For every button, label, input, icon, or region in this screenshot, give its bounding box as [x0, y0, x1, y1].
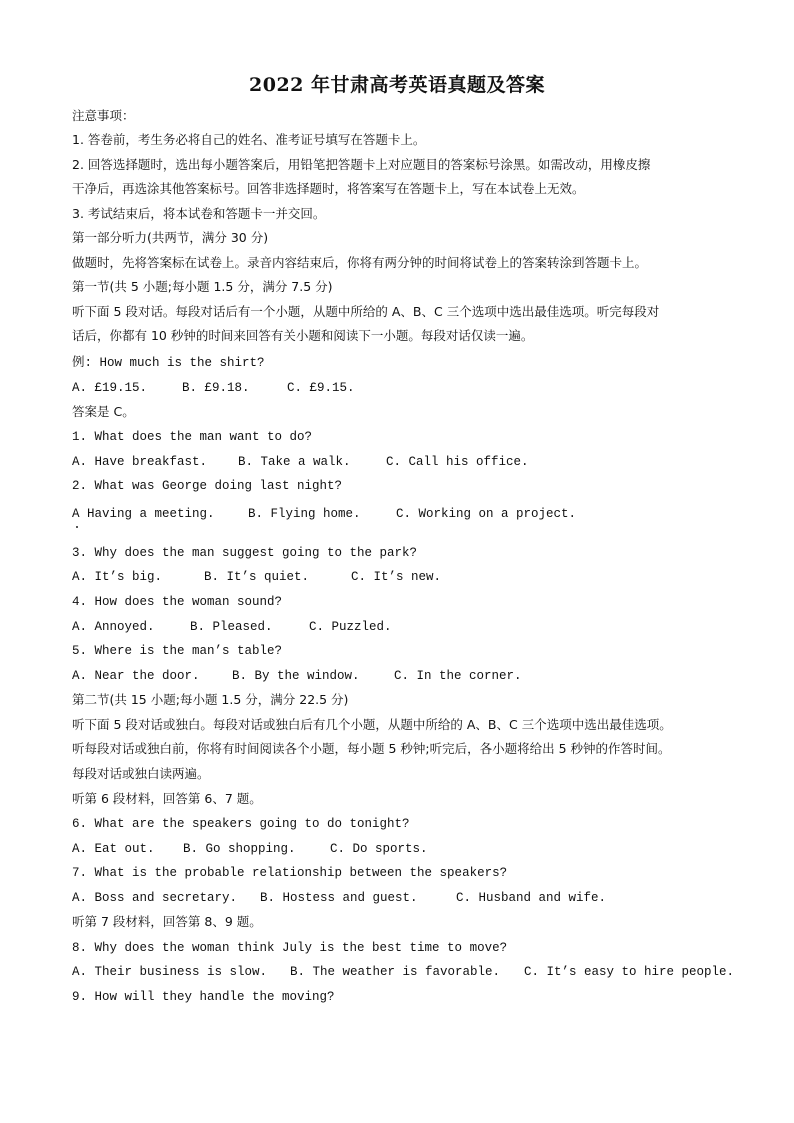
- option-b: B. By the window.: [232, 669, 360, 683]
- question-1-options: [72, 454, 529, 470]
- option-c: C. Husband and wife.: [456, 891, 607, 905]
- question-6: 6. What are the speakers going to do tonight?: [72, 817, 410, 831]
- part1-instruction: 做题时，先将答案标在试卷上。录音内容结束后，你将有两分钟的时间将试卷上的答案转涂到答题卡上。: [72, 255, 648, 270]
- example-answer: 答案是 C。: [72, 404, 135, 419]
- option-c: C. Working on a project.: [396, 507, 577, 521]
- option-c: C. Do sports.: [330, 842, 428, 856]
- question-2: 2. What was George doing last night?: [72, 479, 343, 493]
- question-5: 5. Where is the man’s table?: [72, 644, 283, 658]
- option-a: A. It’s big.: [72, 570, 163, 584]
- page-title: 2022 年甘肃高考英语真题及答案: [249, 74, 545, 96]
- question-7-options: [72, 890, 606, 906]
- option-b: B. Go shopping.: [183, 842, 296, 856]
- example-question: 例: How much is the shirt?: [72, 356, 265, 370]
- passage-6-heading: 听第 6 段材料，回答第 6、7 题。: [72, 791, 262, 806]
- question-5-options: [72, 668, 522, 684]
- question-6-options: [72, 841, 428, 857]
- question-8: 8. Why does the woman think July is the best time to move?: [72, 941, 508, 955]
- notes-heading: 注意事项：: [72, 108, 135, 123]
- section2-instruction: 听下面 5 段对话或独白。每段对话或独白后有几个小题，从题中所给的 A、B、C 三个选项中选出最佳选项。: [72, 717, 672, 732]
- option-b: B. Flying home.: [248, 507, 361, 521]
- section2-instruction-end: 每段对话或独白读两遍。: [72, 766, 210, 781]
- option-b: B. Hostess and guest.: [260, 891, 418, 905]
- option-a: A. £19.15.: [72, 381, 148, 395]
- note-2: 2. 回答选择题时，选出每小题答案后，用铅笔把答题卡上对应题目的答案标号涂黑。如需改动，用橡皮擦: [72, 157, 651, 172]
- section2-heading: 第二节(共 15 小题;每小题 1.5 分，满分 22.5 分): [72, 692, 349, 707]
- option-b: B. Pleased.: [190, 620, 273, 634]
- section1-instruction: 听下面 5 段对话。每段对话后有一个小题，从题中所给的 A、B、C 三个选项中选出最佳选项。听完每段对: [72, 304, 660, 319]
- example-options: [72, 380, 355, 396]
- option-a: A. Eat out.: [72, 842, 155, 856]
- option-c: C. In the corner.: [394, 669, 522, 683]
- scan-dot: [76, 526, 78, 528]
- question-8-options: [72, 964, 734, 980]
- question-4: 4. How does the woman sound?: [72, 595, 283, 609]
- section2-instruction-continued: 听每段对话或独白前，你将有时间阅读各个小题，每小题 5 秒钟;听完后，各小题将给出 5 秒钟的作答时间。: [72, 741, 671, 756]
- question-2-options: [72, 506, 576, 522]
- option-a: A. Boss and secretary.: [72, 891, 238, 905]
- note-3: 3. 考试结束后，将本试卷和答题卡一并交回。: [72, 206, 326, 221]
- option-b: B. The weather is favorable.: [290, 965, 501, 979]
- question-3-options: [72, 569, 441, 585]
- question-3: 3. Why does the man suggest going to the park?: [72, 546, 418, 560]
- question-9: 9. How will they handle the moving?: [72, 990, 335, 1004]
- option-b: B. It’s quiet.: [204, 570, 310, 584]
- option-c: C. £9.15.: [287, 381, 355, 395]
- option-a: A. Their business is slow.: [72, 965, 268, 979]
- option-a: A. Have breakfast.: [72, 455, 208, 469]
- option-b: B. Take a walk.: [238, 455, 351, 469]
- option-a: A. Annoyed.: [72, 620, 155, 634]
- question-7: 7. What is the probable relationship between the speakers?: [72, 866, 508, 880]
- option-c: C. Puzzled.: [309, 620, 392, 634]
- passage-7-heading: 听第 7 段材料，回答第 8、9 题。: [72, 914, 262, 929]
- option-a: A. Near the door.: [72, 669, 200, 683]
- option-c: C. Call his office.: [386, 455, 529, 469]
- question-4-options: [72, 619, 392, 635]
- question-1: 1. What does the man want to do?: [72, 430, 313, 444]
- option-c: C. It’s new.: [351, 570, 442, 584]
- note-1: 1. 答卷前，考生务必将自己的姓名、准考证号填写在答题卡上。: [72, 132, 426, 147]
- option-c: C. It’s easy to hire people.: [524, 965, 735, 979]
- note-2-continued: 干净后，再选涂其他答案标号。回答非选择题时，将答案写在答题卡上，写在本试卷上无效。: [72, 181, 585, 196]
- section1-instruction-continued: 话后，你都有 10 秒钟的时间来回答有关小题和阅读下一小题。每段对话仅读一遍。: [72, 328, 534, 343]
- option-a: A Having a meeting.: [72, 507, 215, 521]
- option-b: B. £9.18.: [182, 381, 250, 395]
- section1-heading: 第一节(共 5 小题;每小题 1.5 分，满分 7.5 分): [72, 279, 333, 294]
- part1-heading: 第一部分听力(共两节，满分 30 分): [72, 230, 269, 245]
